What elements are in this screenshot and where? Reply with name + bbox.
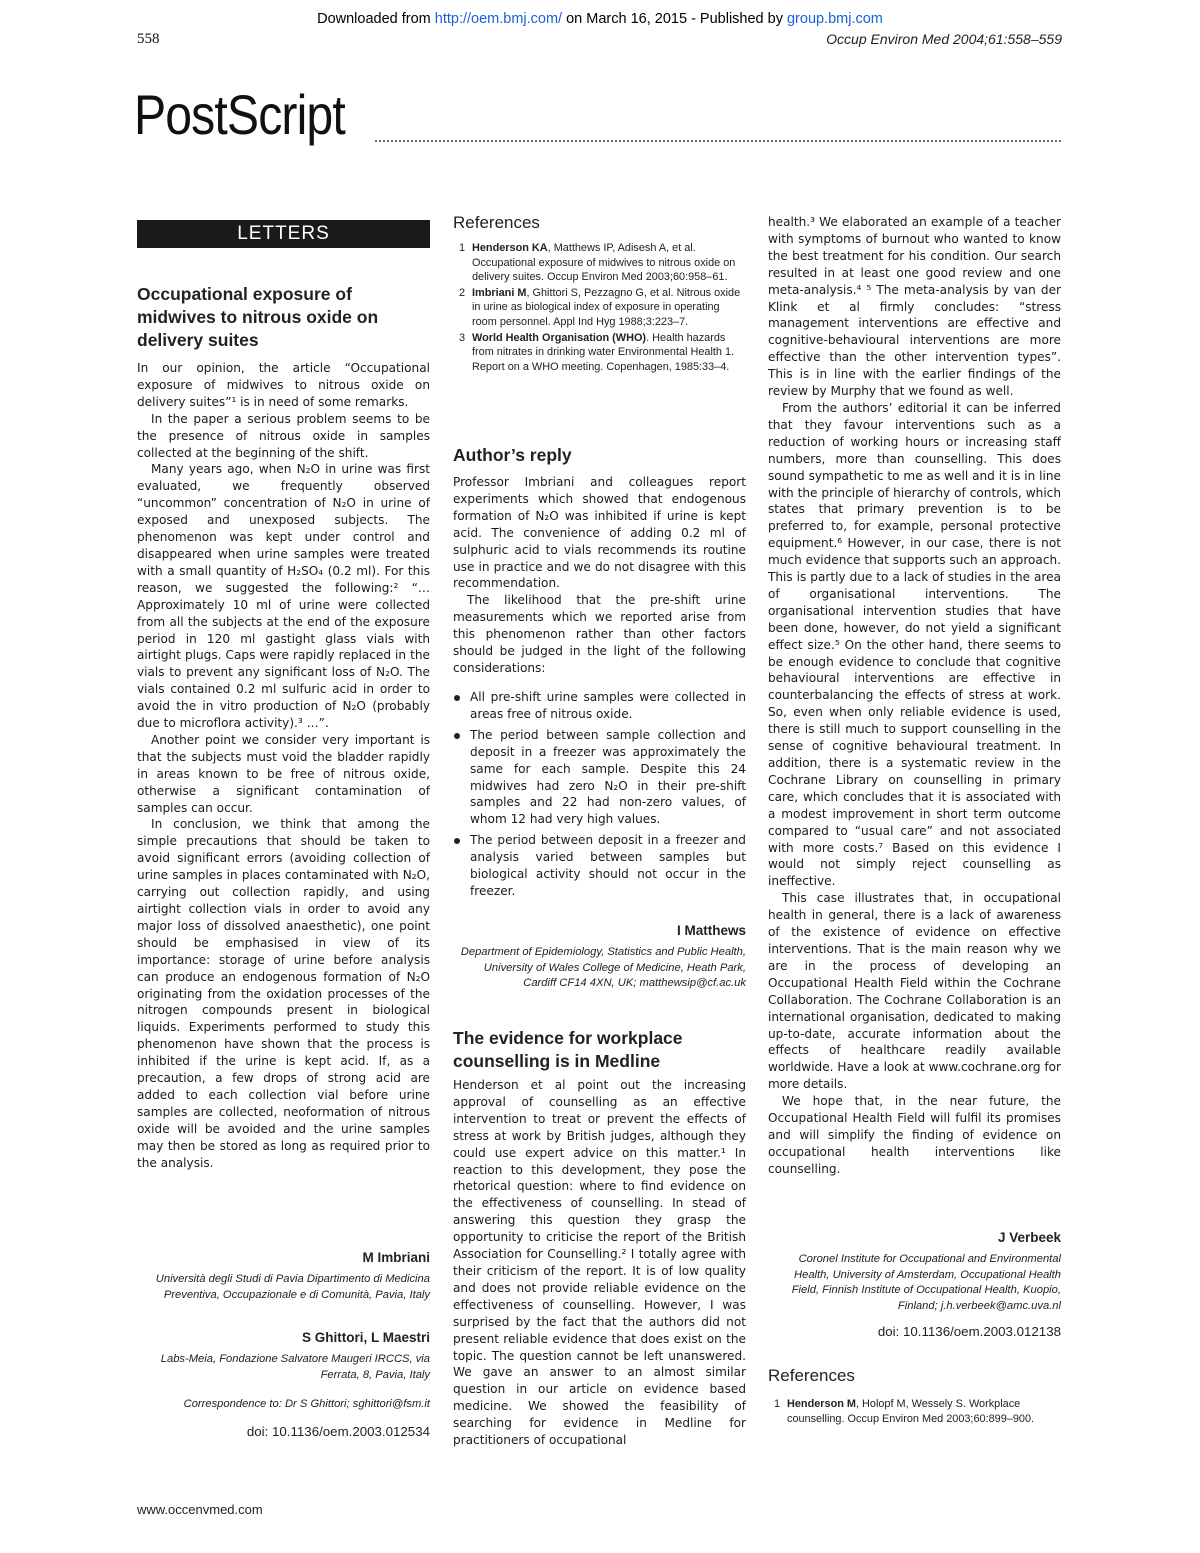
download-banner <box>0 11 1200 27</box>
letter1-affiliation-1: Università degli Studi di Pavia Dipartimento di Medicina Preventiva, Occupazionale e di Comunità, Pavia, Italy <box>155 1273 430 1301</box>
paragraph: This case illustrates that, in occupational health in general, there is a lack of awareness of the existence of evidence on effective interventions. That is the main reason why we are in the process of developing an Occupational Health Field within the Cochrane Collaboration. The Cochrane Collaboration is an international organisation, dedicated to making up-to-date, accurate information about the effects of healthcare readily available worldwide. Have a look at www.cochrane.org for more details. <box>768 891 1061 1092</box>
reference-item: 1 Henderson KA, Matthews IP, Adisesh A, et al. Occupational exposure of midwives to nitrous oxide on delivery suites. Occup Environ Med 2003;60:958–61. <box>459 242 736 284</box>
reference-item: 3 World Health Organisation (WHO). Health hazards from nitrates in drinking water Environmental Health 1. Report on a WHO meeting. Copenhagen, 1985:33–4. <box>459 331 735 373</box>
section-title: PostScript <box>134 83 345 146</box>
letters-label: LETTERS <box>137 220 430 248</box>
references2-list <box>768 1397 1061 1427</box>
references2-heading: References <box>768 1366 855 1385</box>
paragraph: Many years ago, when N₂O in urine was first evaluated, we frequently observed “uncommon” concentration of N₂O in urine of exposed and unexposed subjects. The phenomenon was kept under control and disappeared when urine samples were treated with a small quantity of H₂SO₄ (0.2 ml). For this reason, we suggested the following:² “… Approximately 10 ml of urine were collected from all the subjects at the end of the exposure period in 120 ml gastight glass vials with airtight plugs. Caps were rapidly replaced in the vials to prevent any significant loss of N₂O. The vials contained 0.2 ml sulfuric acid in order to avoid the in vitro production of N₂O (probably due to microflora activity).³ …”. <box>137 462 430 731</box>
paragraph: In conclusion, we think that among the simple precautions that should be taken to avoid significant errors (avoiding collection of urine samples in places contaminated with N₂O, carrying out collection rapidly, and using airtight collection vials in order to avoid any major loss of dissolved anaesthetic), one point should be emphasised in view of its importance: storage of urine before analysis can produce an endogenous formation of N₂O originating from the oxidation processes of the nitrogen compounds present in biological liquids. Experiments performed to study this phenomenon have shown that the process is inhibited if the urine is kept acid. If, as a precaution, a few drops of strong acid are added to each collection vial before urine samples are collected, neoformation of nitrous oxide will be avoided and the urine samples may then be stored as long as required prior to the analysis. <box>137 817 430 1170</box>
bullet-icon <box>454 695 460 701</box>
letter2-body-col2 <box>453 1077 746 1449</box>
letter1-title: Occupational exposure of midwives to nitrous oxide on delivery suites <box>137 284 379 350</box>
paragraph: From the authors’ editorial it can be inferred that they favour interventions such as a reduction of working hours or increasing staff numbers, more than counselling. This does sound sympathetic to me as well and it is in line with the principle of hierarchy of controls, which states that primary prevention is to be preferred to, for example, personal protective equipment.⁶ However, in our case, there is not much evidence that supports such an approach. This is partly due to a lack of studies in the area of organisational interventions. The organisational intervention studies that have been done, however, do not yield a significant effect size.⁵ On the other hand, there seems to be enough evidence to conclude that cognitive behavioural interventions are effective in counterbalancing the effects of stress at work. So, even when only reliable evidence is used, there is still much to support counselling in the sense of cognitive behavioural treatment. In addition, there is a systematic review in the Cochrane Library on counselling in primary care, which concludes that it is associated with a modest improvement in short term outcome compared to “usual care” and not associated with more costs.⁷ Based on this evidence I would not simply reject counselling as ineffective. <box>768 400 1061 889</box>
letter1-affiliation-2: Labs-Meia, Fondazione Salvatore Maugeri IRCCS, via Ferrata, 8, Pavia, Italy <box>160 1353 430 1381</box>
bullet-item: All pre-shift urine samples were collected in areas free of nitrous oxide. <box>453 689 746 723</box>
reply-bullets <box>453 689 746 904</box>
letter2-title: The evidence for workplace counselling is in Medline <box>453 1028 683 1071</box>
title-dotted-rule <box>375 140 1061 142</box>
paragraph: The likelihood that the pre-shift urine measurements which we reported arise from this phenomenon rather than other factors should be judged in the light of the following considerations: <box>453 593 746 675</box>
group-bmj-link[interactable]: group.bmj.com <box>786 11 883 27</box>
letter1-doi: doi: 10.1136/oem.2003.012534 <box>246 1424 430 1439</box>
letter1-signature-1: M Imbriani <box>362 1250 430 1265</box>
reply-signature: I Matthews <box>676 923 746 938</box>
letter1-signature-2: S Ghittori, L Maestri <box>301 1330 430 1345</box>
paragraph: In the paper a serious problem seems to be the presence of nitrous oxide in samples collected at the beginning of the shift. <box>137 411 430 460</box>
letter2-doi: doi: 10.1136/oem.2003.012138 <box>877 1324 1061 1339</box>
paragraph: Henderson et al point out the increasing approval of counselling as an effective intervention to treat or prevent the effects of stress at work by British judges, although they could use expert advice on this matter.¹ In reaction to this development, they pose the rhetorical question: where to find evidence on the effectiveness of counselling. In stead of answering this question they grasp the opportunity to criticise the report of the British Association for Counselling.² I totally agree with their criticism of the report. It is of low quality and does not provide reliable evidence on the effectiveness of counselling. However, I was surprised by the fact that the authors did not present reliable evidence that does exist on the topic. The question cannot be left unanswered. We gave an answer to an almost similar question in our article on evidence based medicine. We showed the feasibility of searching for evidence in Medline for practitioners of occupational <box>453 1078 746 1448</box>
reply-affiliation: Department of Epidemiology, Statistics and Public Health, University of Wales College of Medicine, Heath Park, Cardiff CF14 4XN, UK; matthewsip@cf.ac.uk <box>460 946 746 989</box>
letter1-body <box>137 360 430 1172</box>
banner-middle: on March 16, 2015 - Published by <box>562 11 787 27</box>
letter2-affiliation: Coronel Institute for Occupational and Environmental Health, University of Amsterdam, Occupational Health Field, Finnish Institute of Occupational Health, Kuopio, Finland; j.h.verbeek@amc.uva.nl <box>791 1253 1061 1312</box>
paragraph: Professor Imbriani and colleagues report experiments which showed that endogenous formation of N₂O was inhibited if urine is kept acid. The convenience of adding 0.2 ml of sulphuric acid to vials recommends its routine use in practice and we do not disagree with this recommendation. <box>453 475 746 591</box>
oem-link[interactable]: http://oem.bmj.com/ <box>434 11 563 27</box>
paragraph: Another point we consider very important is that the subjects must void the bladder rapidly in areas known to be free of nitrous oxide, otherwise a significant contamination of samples can occur. <box>137 732 430 815</box>
references1-heading: References <box>453 213 540 232</box>
bullet-item: The period between deposit in a freezer and analysis varied between samples but biological activity should not occur in the freezer. <box>453 832 746 900</box>
letter2-signature: J Verbeek <box>997 1230 1061 1245</box>
bullet-icon <box>454 733 460 739</box>
journal-citation: Occup Environ Med 2004;61:558–559 <box>826 31 1062 47</box>
bullet-item: The period between sample collection and deposit in a freezer was approximately the same for each sample. Despite this 24 midwives had zero N₂O in their pre-shift samples and 22 had non-zero values, of whom 12 had very high values. <box>453 727 746 828</box>
references1-list <box>453 241 746 375</box>
paragraph: health.³ We elaborated an example of a teacher with symptoms of burnout who wanted to know the best treatment for his condition. Our search resulted in at least one good review and one meta-analysis.⁴ ⁵ The meta-analysis by van der Klink et al firmly concludes: “stress management interventions are effective and cognitive-behavioural interventions are more effective than the other intervention types”. This is in line with the earlier findings of the review by Murphy that we found as well. <box>768 215 1061 399</box>
bullet-icon <box>454 838 460 844</box>
footer-url[interactable]: www.occenvmed.com <box>137 1502 263 1517</box>
banner-prefix: Downloaded from <box>317 11 435 27</box>
reference-item: 1 Henderson M, Holopf M, Wessely S. Workplace counselling. Occup Environ Med 2003;60:899–900. <box>774 1398 1035 1425</box>
reference-item: 2 Imbriani M, Ghittori S, Pezzagno G, et al. Nitrous oxide in urine as biological index of exposure in operating room personnel. Appl Ind Hyg 1988;3:223–7. <box>459 286 741 328</box>
paragraph: In our opinion, the article “Occupational exposure of midwives to nitrous oxide on delivery suites”¹ is in need of some remarks. <box>137 361 430 409</box>
paragraph: We hope that, in the near future, the Occupational Health Field will fulfil its promises and will simplify the finding of evidence on occupational health interventions like counselling. <box>768 1094 1061 1176</box>
letter2-body-col3 <box>768 214 1061 1178</box>
letter1-correspondence: Correspondence to: Dr S Ghittori; sghittori@fsm.it <box>183 1398 430 1410</box>
reply-heading: Author’s reply <box>453 445 572 465</box>
page-number: 558 <box>137 31 160 47</box>
reply-body <box>453 474 746 677</box>
